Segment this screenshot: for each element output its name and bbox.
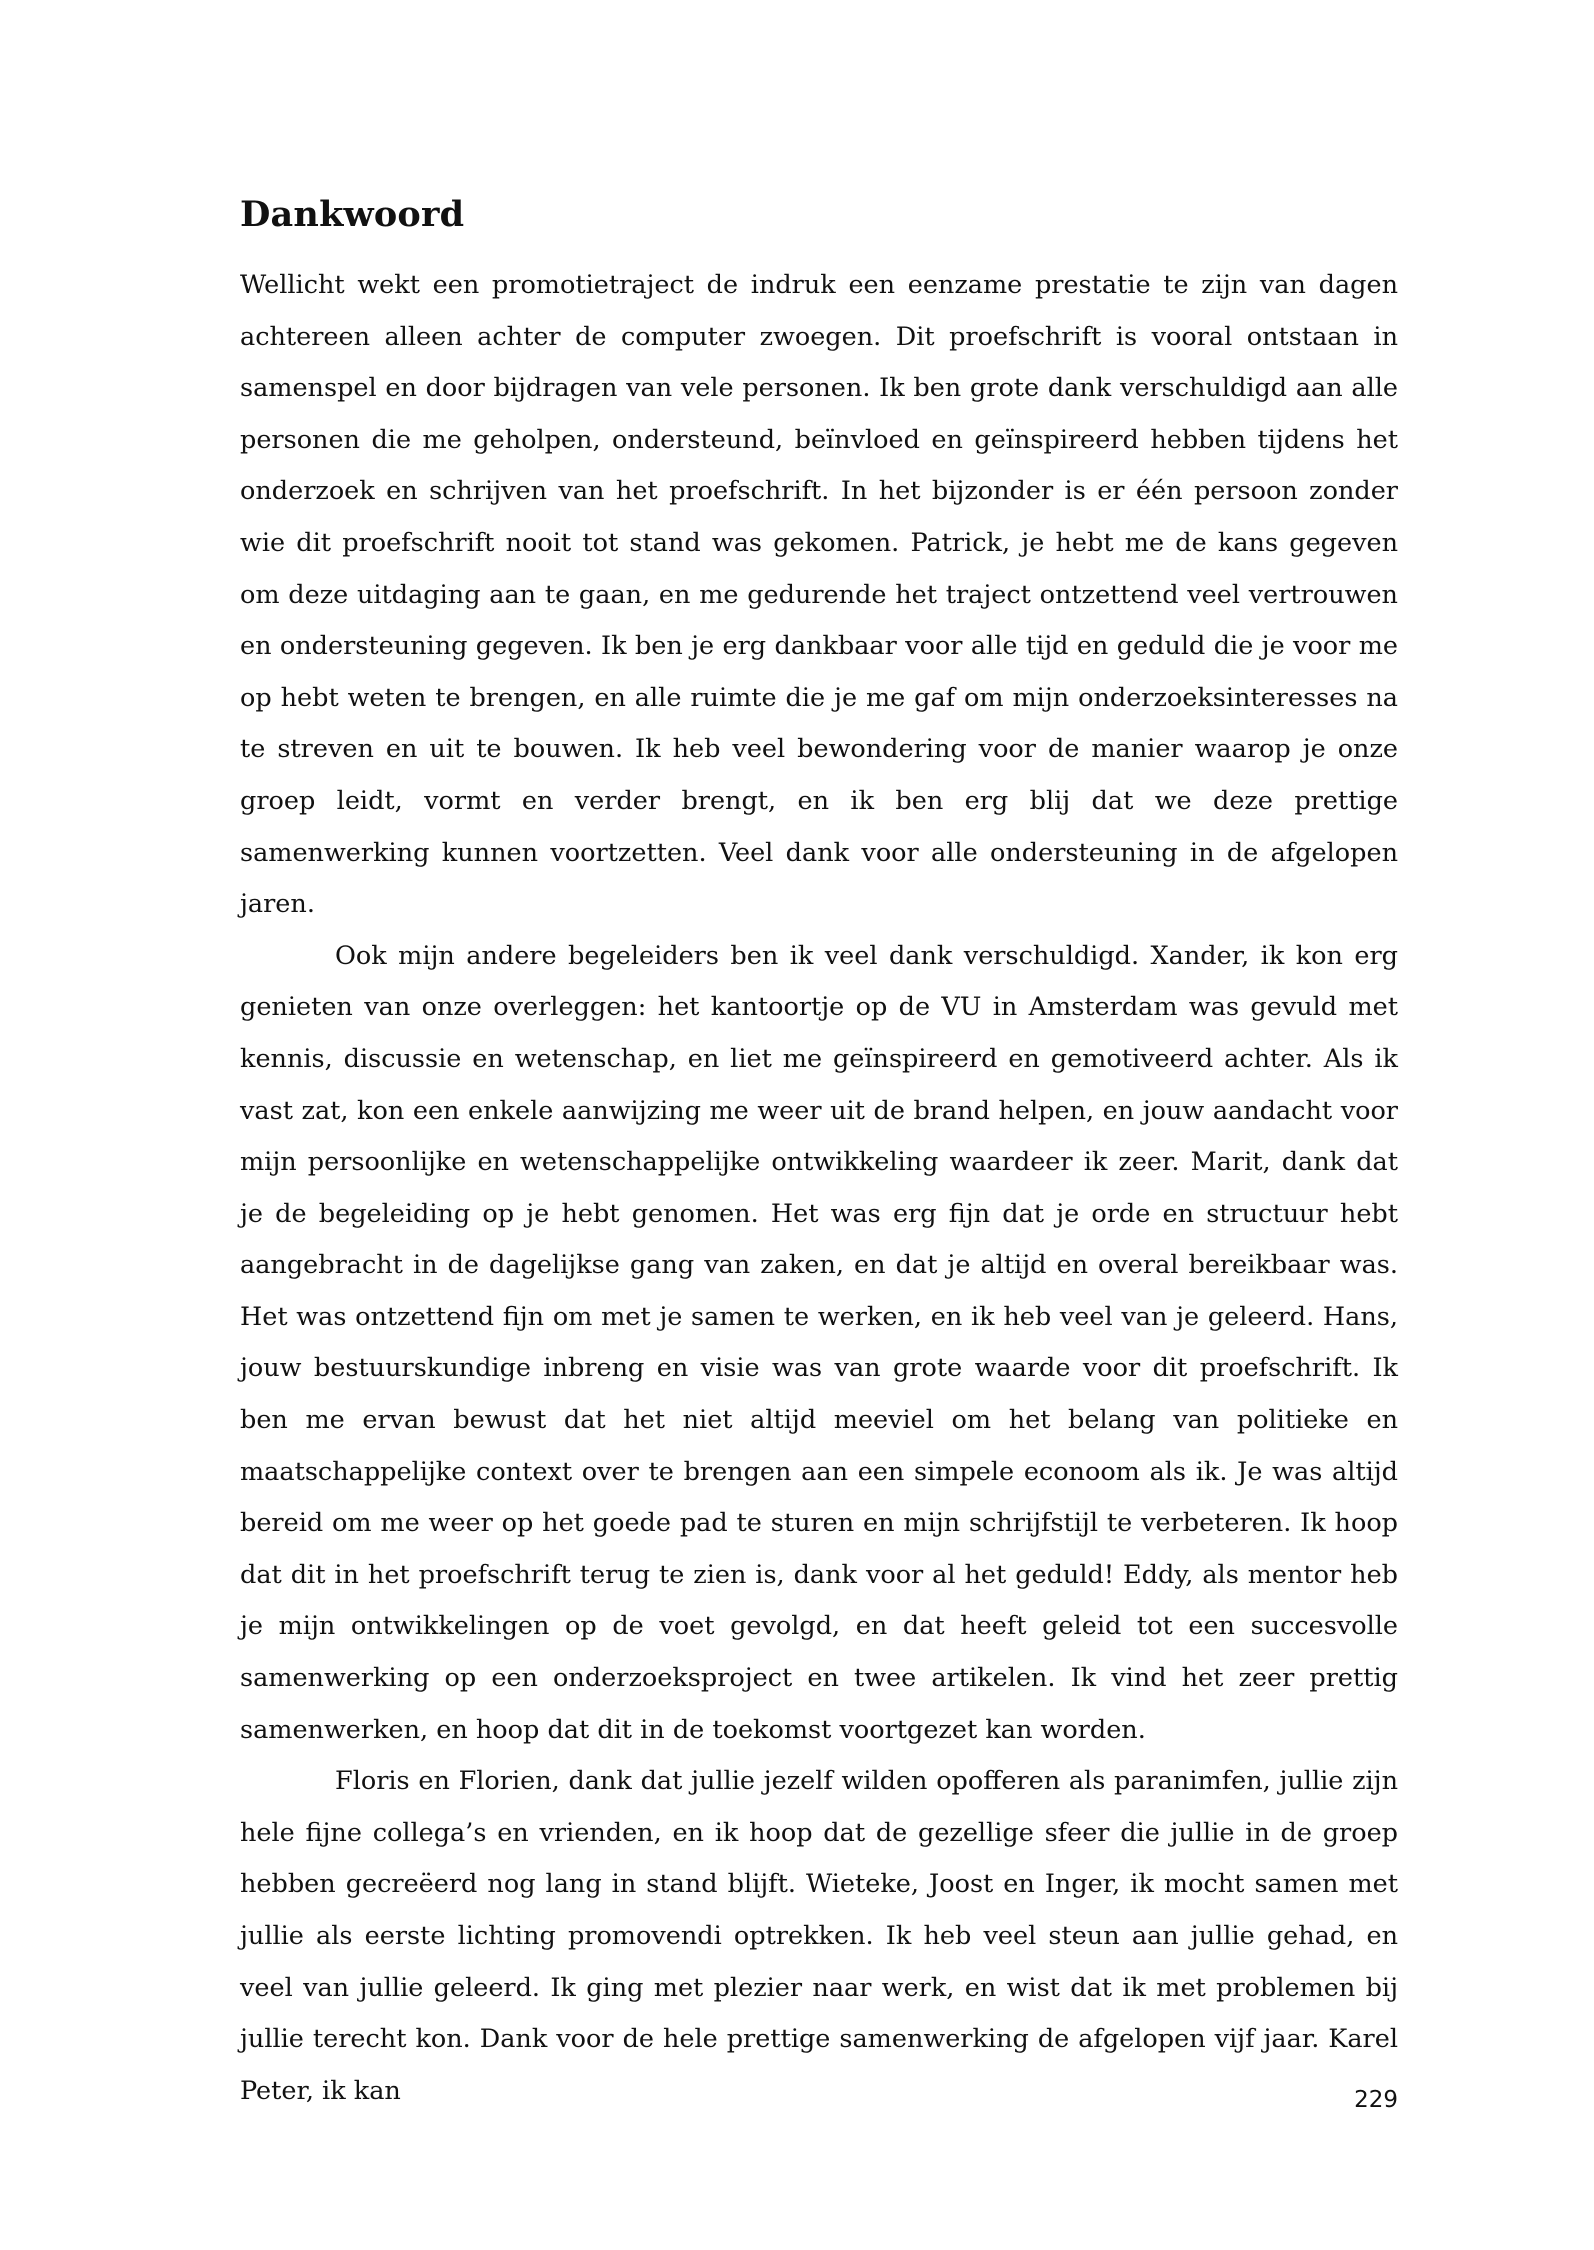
paragraph-3: Floris en Florien, dank dat jullie jezelf wilden opofferen als paranimfen, jullie zijn hele fijne collega’s en vrienden, en ik hoop dat de gezellige sfeer die jullie in de groep hebben gecreëerd nog lang in stand blijft. Wieteke, Joost en Inger, ik mocht samen met jullie als eerste lichting promovendi optrekken. Ik heb veel steun aan jullie gehad, en veel van jullie geleerd. Ik ging met plezier naar werk, en wist dat ik met problemen bij jullie terecht kon. Dank voor de hele prettige samenwerking de afgelopen vijf jaar. Karel Peter, ik kan [240,1766,1398,2106]
page-number: 229 [1354,2087,1398,2113]
page-content [240,190,1398,2117]
paragraph-2: Ook mijn andere begeleiders ben ik veel dank verschuldigd. Xander, ik kon erg genieten van onze overleggen: het kantoortje op de VU in Amsterdam was gevuld met kennis, discussie en wetenschap, en liet me geïnspireerd en gemotiveerd achter. Als ik vast zat, kon een enkele aanwijzing me weer uit de brand helpen, en jouw aandacht voor mijn persoonlijke en wetenschappelijke ontwikkeling waardeer ik zeer. Marit, dank dat je de begeleiding op je hebt genomen. Het was erg fijn dat je orde en structuur hebt aangebracht in de dagelijkse gang van zaken, en dat je altijd en overal bereikbaar was. Het was ontzettend fijn om met je samen te werken, en ik heb veel van je geleerd. Hans, jouw bestuurskundige inbreng en visie was van grote waarde voor dit proefschrift. Ik ben me ervan bewust dat het niet altijd meeviel om het belang van politieke en maatschappelijke context over te brengen aan een simpele econoom als ik. Je was altijd bereid om me weer op het goede pad te sturen en mijn schrijfstijl te verbeteren. Ik hoop dat dit in het proefschrift terug te zien is, dank voor al het geduld! Eddy, als mentor heb je mijn ontwikkelingen op de voet gevolgd, en dat heeft geleid tot een succesvolle samenwerking op een onderzoeksproject en twee artikelen. Ik vind het zeer prettig samenwerken, en hoop dat dit in de toekomst voortgezet kan worden. [240,940,1398,1745]
paragraph-1: Wellicht wekt een promotietraject de indruk een eenzame prestatie te zijn van dagen achtereen alleen achter de computer zwoegen. Dit proefschrift is vooral ontstaan in samenspel en door bijdragen van vele personen. Ik ben grote dank verschuldigd aan alle personen die me geholpen, ondersteund, beïnvloed en geïnspireerd hebben tijdens het onderzoek en schrijven van het proefschrift. In het bijzonder is er één persoon zonder wie dit proefschrift nooit tot stand was gekomen. Patrick, je hebt me de kans gegeven om deze uitdaging aan te gaan, en me gedurende het traject ontzettend veel vertrouwen en ondersteuning gegeven. Ik ben je erg dankbaar voor alle tijd en geduld die je voor me op hebt weten te brengen, en alle ruimte die je me gaf om mijn onderzoeksinteresses na te streven en uit te bouwen. Ik heb veel bewondering voor de manier waarop je onze groep leidt, vormt en verder brengt, en ik ben erg blij dat we deze prettige samenwerking kunnen voortzetten. Veel dank voor alle ondersteuning in de afgelopen jaren. [240,270,1398,920]
chapter-title: Dankwoord [240,194,465,235]
